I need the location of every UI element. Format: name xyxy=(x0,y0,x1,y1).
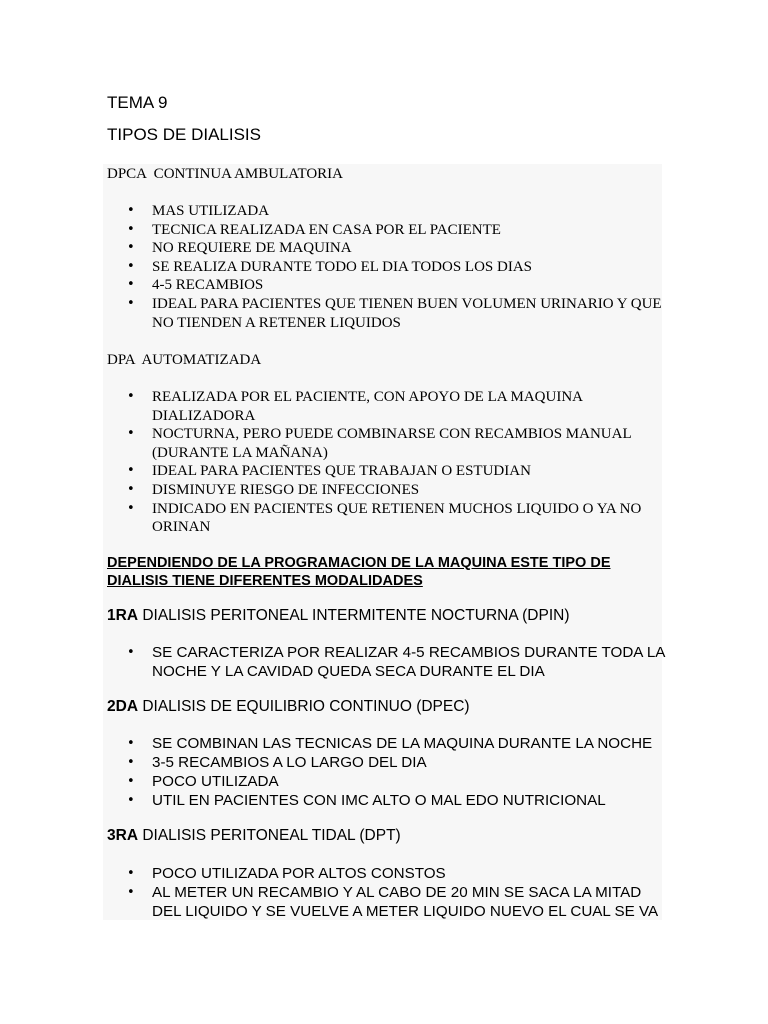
list-item: • POCO UTILIZADA xyxy=(107,772,667,791)
section-heading-text: DIALISIS DE EQUILIBRIO CONTINUO (DPEC) xyxy=(138,698,470,715)
section-heading-dpa: DPA AUTOMATIZADA xyxy=(107,352,262,368)
section-heading-dpin xyxy=(107,606,667,625)
section-dpec xyxy=(107,697,667,716)
list-dpca xyxy=(107,202,667,332)
list-item: • TECNICA REALIZADA EN CASA POR EL PACIENTE xyxy=(107,221,667,240)
list-item: • SE CARACTERIZA POR REALIZAR 4-5 RECAMBIOS DURANTE TODA LA NOCHE Y LA CAVIDAD QUEDA SECA DURANTE EL DIA xyxy=(107,643,667,681)
ordinal-label: 2DA xyxy=(107,698,139,715)
list-item: • SE COMBINAN LAS TECNICAS DE LA MAQUINA DURANTE LA NOCHE xyxy=(107,734,667,753)
list-item: • IDEAL PARA PACIENTES QUE TRABAJAN O ESTUDIAN xyxy=(107,462,667,481)
list-item: • DISMINUYE RIESGO DE INFECCIONES xyxy=(107,481,667,500)
section-heading-text: DIALISIS PERITONEAL INTERMITENTE NOCTURNA (DPIN) xyxy=(138,607,570,624)
list-item: • 3-5 RECAMBIOS A LO LARGO DEL DIA xyxy=(107,753,667,772)
list-item: • UTIL EN PACIENTES CON IMC ALTO O MAL EDO NUTRICIONAL xyxy=(107,791,667,810)
section-dpa xyxy=(107,351,667,370)
list-dpa xyxy=(107,388,667,537)
list-item: • POCO UTILIZADA POR ALTOS CONSTOS xyxy=(107,864,667,883)
list-item: • NO REQUIERE DE MAQUINA xyxy=(107,239,667,258)
list-dpt xyxy=(107,864,667,921)
section-dpin xyxy=(107,606,667,625)
modalidades-heading: DEPENDIENDO DE LA PROGRAMACION DE LA MAQUINA ESTE TIPO DE DIALISIS TIENE DIFERENTES MODALIDADES xyxy=(107,555,611,589)
section-heading-text: DIALISIS PERITONEAL TIDAL (DPT) xyxy=(138,827,401,844)
ordinal-label: 1RA xyxy=(107,607,139,624)
list-item: • INDICADO EN PACIENTES QUE RETIENEN MUCHOS LIQUIDO O YA NO ORINAN xyxy=(107,500,667,537)
ordinal-label: 3RA xyxy=(107,827,139,844)
section-modalidades xyxy=(107,554,667,590)
list-item: • IDEAL PARA PACIENTES QUE TIENEN BUEN VOLUMEN URINARIO Y QUE NO TIENDEN A RETENER LIQUIDOS xyxy=(107,295,667,332)
section-dpca xyxy=(107,165,667,184)
section-heading-dpec xyxy=(107,697,667,716)
section-heading-dpt xyxy=(107,826,667,845)
section-heading-dpca: DPCA CONTINUA AMBULATORIA xyxy=(107,166,344,182)
list-item: • AL METER UN RECAMBIO Y AL CABO DE 20 MIN SE SACA LA MITAD DEL LIQUIDO Y SE VUELVE A METER LIQUIDO NUEVO EL CUAL SE VA xyxy=(107,883,667,921)
page-title: TEMA 9 xyxy=(107,93,168,112)
list-item: • REALIZADA POR EL PACIENTE, CON APOYO DE LA MAQUINA DIALIZADORA xyxy=(107,388,667,425)
list-dpin xyxy=(107,643,667,681)
list-dpec xyxy=(107,734,667,810)
list-item: • 4-5 RECAMBIOS xyxy=(107,276,667,295)
list-item: • SE REALIZA DURANTE TODO EL DIA TODOS LOS DIAS xyxy=(107,258,667,277)
list-item: • MAS UTILIZADA xyxy=(107,202,667,221)
list-item: • NOCTURNA, PERO PUEDE COMBINARSE CON RECAMBIOS MANUAL (DURANTE LA MAÑANA) xyxy=(107,425,667,462)
section-dpt xyxy=(107,826,667,845)
page-subtitle: TIPOS DE DIALISIS xyxy=(107,125,261,144)
